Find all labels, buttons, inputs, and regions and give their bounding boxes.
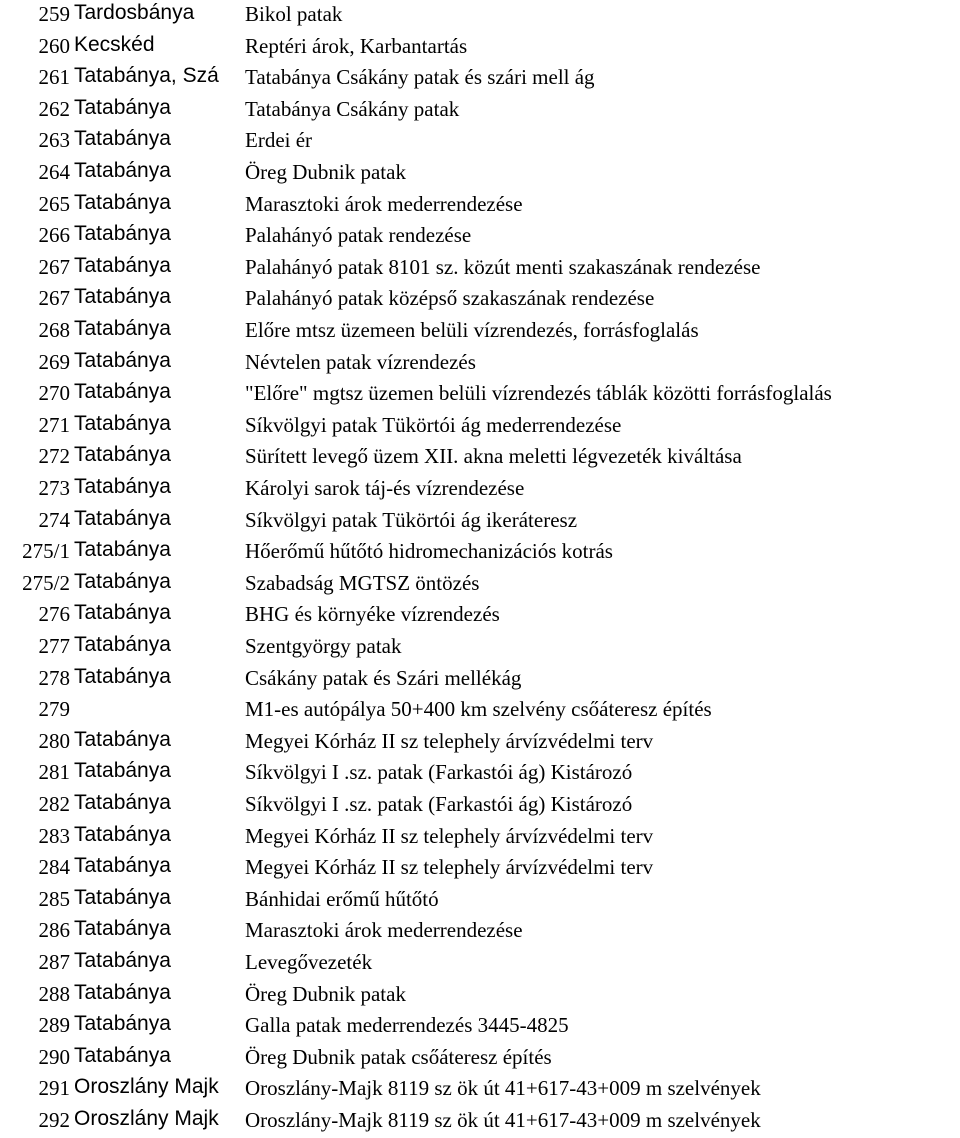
row-settlement: Oroszlány Majk [74, 1107, 219, 1130]
row-description: Öreg Dubnik patak [245, 160, 406, 184]
row-settlement: Tatabánya [74, 380, 171, 404]
row-description: Síkvölgyi I .sz. patak (Farkastói ág) Kistározó [245, 760, 633, 785]
table-row [0, 284, 960, 316]
table-row [0, 506, 960, 538]
row-description: Marasztoki árok mederrendezése [245, 191, 523, 216]
row-number: 271 [38, 412, 70, 437]
row-number: 261 [38, 65, 70, 90]
row-settlement: Kecskéd [74, 32, 155, 56]
row-description: Öreg Dubnik patak [245, 981, 406, 1006]
row-number: 288 [38, 981, 70, 1006]
row-number: 283 [38, 823, 70, 848]
row-number: 276 [38, 602, 70, 627]
table-row [0, 916, 960, 948]
row-number: 268 [38, 318, 70, 342]
row-settlement: Tatabánya [74, 190, 171, 214]
row-number: 281 [38, 760, 70, 785]
row-description: Öreg Dubnik patak csőáteresz építés [245, 1044, 552, 1069]
row-description: Tatabánya Csákány patak és szári mell ág [245, 65, 595, 90]
row-description: Megyei Kórház II sz telephely árvízvédelmi terv [245, 728, 654, 753]
row-description: Tatabánya Csákány patak [245, 96, 460, 121]
row-number: 280 [38, 728, 70, 753]
row-description: Sürített levegő üzem XII. akna meletti légvezeték kiváltása [245, 444, 742, 469]
row-description: Síkvölgyi patak Tükörtói ág ikeráteresz [245, 507, 578, 532]
row-description: Palahányó patak középső szakaszának rendezése [245, 286, 655, 311]
table-row [0, 348, 960, 380]
row-settlement: Tardosbánya [74, 1, 195, 24]
row-settlement: Tatabánya [74, 475, 171, 498]
table-row [0, 600, 960, 632]
row-settlement: Tatabánya [74, 980, 171, 1004]
row-number: 291 [38, 1076, 70, 1101]
row-settlement: Tatabánya [74, 506, 171, 530]
row-number: 289 [38, 1013, 70, 1038]
row-settlement: Tatabánya [74, 95, 171, 119]
row-settlement: Tatabánya [74, 633, 171, 656]
table-row [0, 885, 960, 917]
row-description: Marasztoki árok mederrendezése [245, 918, 523, 943]
row-description: Erdei ér [245, 128, 313, 153]
row-settlement: Tatabánya [74, 317, 171, 340]
row-number: 270 [38, 381, 70, 406]
row-number: 275/1 [22, 539, 70, 564]
row-description: "Előre" mgtsz üzemen belüli vízrendezés táblák közötti forrásfoglalás [245, 381, 832, 406]
row-settlement: Tatabánya [74, 854, 171, 878]
table-row [0, 790, 960, 822]
row-settlement: Tatabánya [74, 348, 171, 372]
table-row [0, 411, 960, 443]
row-number: 275/2 [22, 570, 70, 595]
row-settlement: Tatabánya [74, 791, 171, 814]
row-number: 279 [38, 697, 70, 722]
table-row [0, 695, 960, 727]
row-number: 290 [38, 1044, 70, 1069]
row-number: 259 [38, 2, 70, 26]
row-description: Névtelen patak vízrendezés [245, 349, 476, 374]
row-description: Bánhidai erőmű hűtőtó [245, 886, 439, 911]
row-description: Levegővezeték [245, 950, 373, 974]
table-row [0, 537, 960, 569]
table-row [0, 126, 960, 158]
table-row [0, 32, 960, 64]
row-number: 277 [38, 634, 70, 658]
row-description: Síkvölgyi patak Tükörtói ág mederrendezése [245, 412, 622, 437]
row-settlement: Tatabánya [74, 159, 171, 182]
table-row [0, 822, 960, 854]
row-settlement: Tatabánya [74, 411, 171, 435]
row-number: 267 [38, 254, 70, 279]
row-number: 269 [38, 349, 70, 374]
row-number: 272 [38, 444, 70, 469]
row-settlement: Tatabánya [74, 285, 171, 309]
row-description: Síkvölgyi I .sz. patak (Farkastói ág) Kistározó [245, 792, 633, 816]
row-settlement: Tatabánya [74, 949, 171, 972]
table-row [0, 190, 960, 222]
row-number: 266 [38, 223, 70, 248]
row-settlement: Tatabánya [74, 917, 171, 941]
row-number: 264 [38, 160, 70, 184]
table-row [0, 1043, 960, 1075]
row-description: Előre mtsz üzemeen belüli vízrendezés, forrásfoglalás [245, 318, 699, 342]
row-number: 262 [38, 96, 70, 121]
row-description: Szentgyörgy patak [245, 634, 402, 658]
table-row [0, 1011, 960, 1043]
row-settlement: Tatabánya [74, 822, 171, 846]
row-number: 284 [38, 855, 70, 880]
table-row [0, 727, 960, 759]
row-description: Hőerőmű hűtőtó hidromechanizációs kotrás [245, 539, 613, 564]
row-description: Megyei Kórház II sz telephely árvízvédelmi terv [245, 855, 654, 880]
row-number: 260 [38, 33, 70, 58]
row-settlement: Tatabánya [74, 253, 171, 277]
row-settlement: Tatabánya [74, 1012, 171, 1036]
table-row [0, 1074, 960, 1106]
table-row [0, 853, 960, 885]
row-settlement: Tatabánya [74, 1043, 171, 1067]
row-description: Palahányó patak rendezése [245, 223, 472, 248]
table-row [0, 632, 960, 664]
row-number: 292 [38, 1108, 70, 1132]
row-settlement: Tatabánya [74, 222, 171, 246]
table-row [0, 253, 960, 285]
row-settlement: Tatabánya, Szá [74, 64, 219, 88]
table-row [0, 95, 960, 127]
row-description: M1-es autópálya 50+400 km szelvény csőáteresz építés [245, 697, 712, 722]
row-settlement: Tatabánya [74, 759, 171, 783]
row-description: Megyei Kórház II sz telephely árvízvédelmi terv [245, 823, 654, 848]
table-row [0, 316, 960, 348]
table-row [0, 569, 960, 601]
table-row [0, 158, 960, 190]
row-settlement: Tatabánya [74, 127, 171, 151]
row-number: 273 [38, 476, 70, 500]
row-description: Szabadság MGTSZ öntözés [245, 570, 480, 595]
row-settlement: Tatabánya [74, 538, 171, 562]
row-number: 267 [38, 286, 70, 311]
table-row [0, 442, 960, 474]
row-settlement: Tatabánya [74, 569, 171, 593]
row-number: 274 [38, 507, 70, 532]
row-description: Galla patak mederrendezés 3445-4825 [245, 1013, 569, 1038]
row-number: 286 [38, 918, 70, 943]
row-settlement: Tatabánya [74, 443, 171, 467]
row-settlement: Tatabánya [74, 601, 171, 625]
row-settlement: Tatabánya [74, 885, 171, 909]
table-row [0, 379, 960, 411]
row-number: 285 [38, 886, 70, 911]
row-description: BHG és környéke vízrendezés [245, 602, 500, 627]
row-settlement: Tatabánya [74, 727, 171, 751]
row-description: Oroszlány-Majk 8119 sz ök út 41+617-43+009 m szelvények [245, 1108, 761, 1132]
table-row [0, 474, 960, 506]
row-description: Oroszlány-Majk 8119 sz ök út 41+617-43+009 m szelvények [245, 1076, 761, 1101]
table-row [0, 980, 960, 1012]
table-row [0, 758, 960, 790]
row-settlement: Oroszlány Majk [74, 1075, 219, 1099]
table-row [0, 0, 960, 32]
row-number: 263 [38, 128, 70, 153]
table-row [0, 664, 960, 696]
table-row [0, 1106, 960, 1138]
table-row [0, 221, 960, 253]
row-settlement: Tatabánya [74, 664, 171, 688]
row-description: Reptéri árok, Karbantartás [245, 33, 468, 58]
row-number: 282 [38, 792, 70, 816]
row-description: Károlyi sarok táj-és vízrendezése [245, 476, 525, 500]
row-number: 265 [38, 191, 70, 216]
row-description: Csákány patak és Szári mellékág [245, 665, 522, 690]
table-row [0, 63, 960, 95]
row-number: 278 [38, 665, 70, 690]
row-description: Palahányó patak 8101 sz. közút menti szakaszának rendezése [245, 254, 761, 279]
row-number: 287 [38, 950, 70, 974]
row-description: Bikol patak [245, 2, 343, 26]
table-row [0, 948, 960, 980]
